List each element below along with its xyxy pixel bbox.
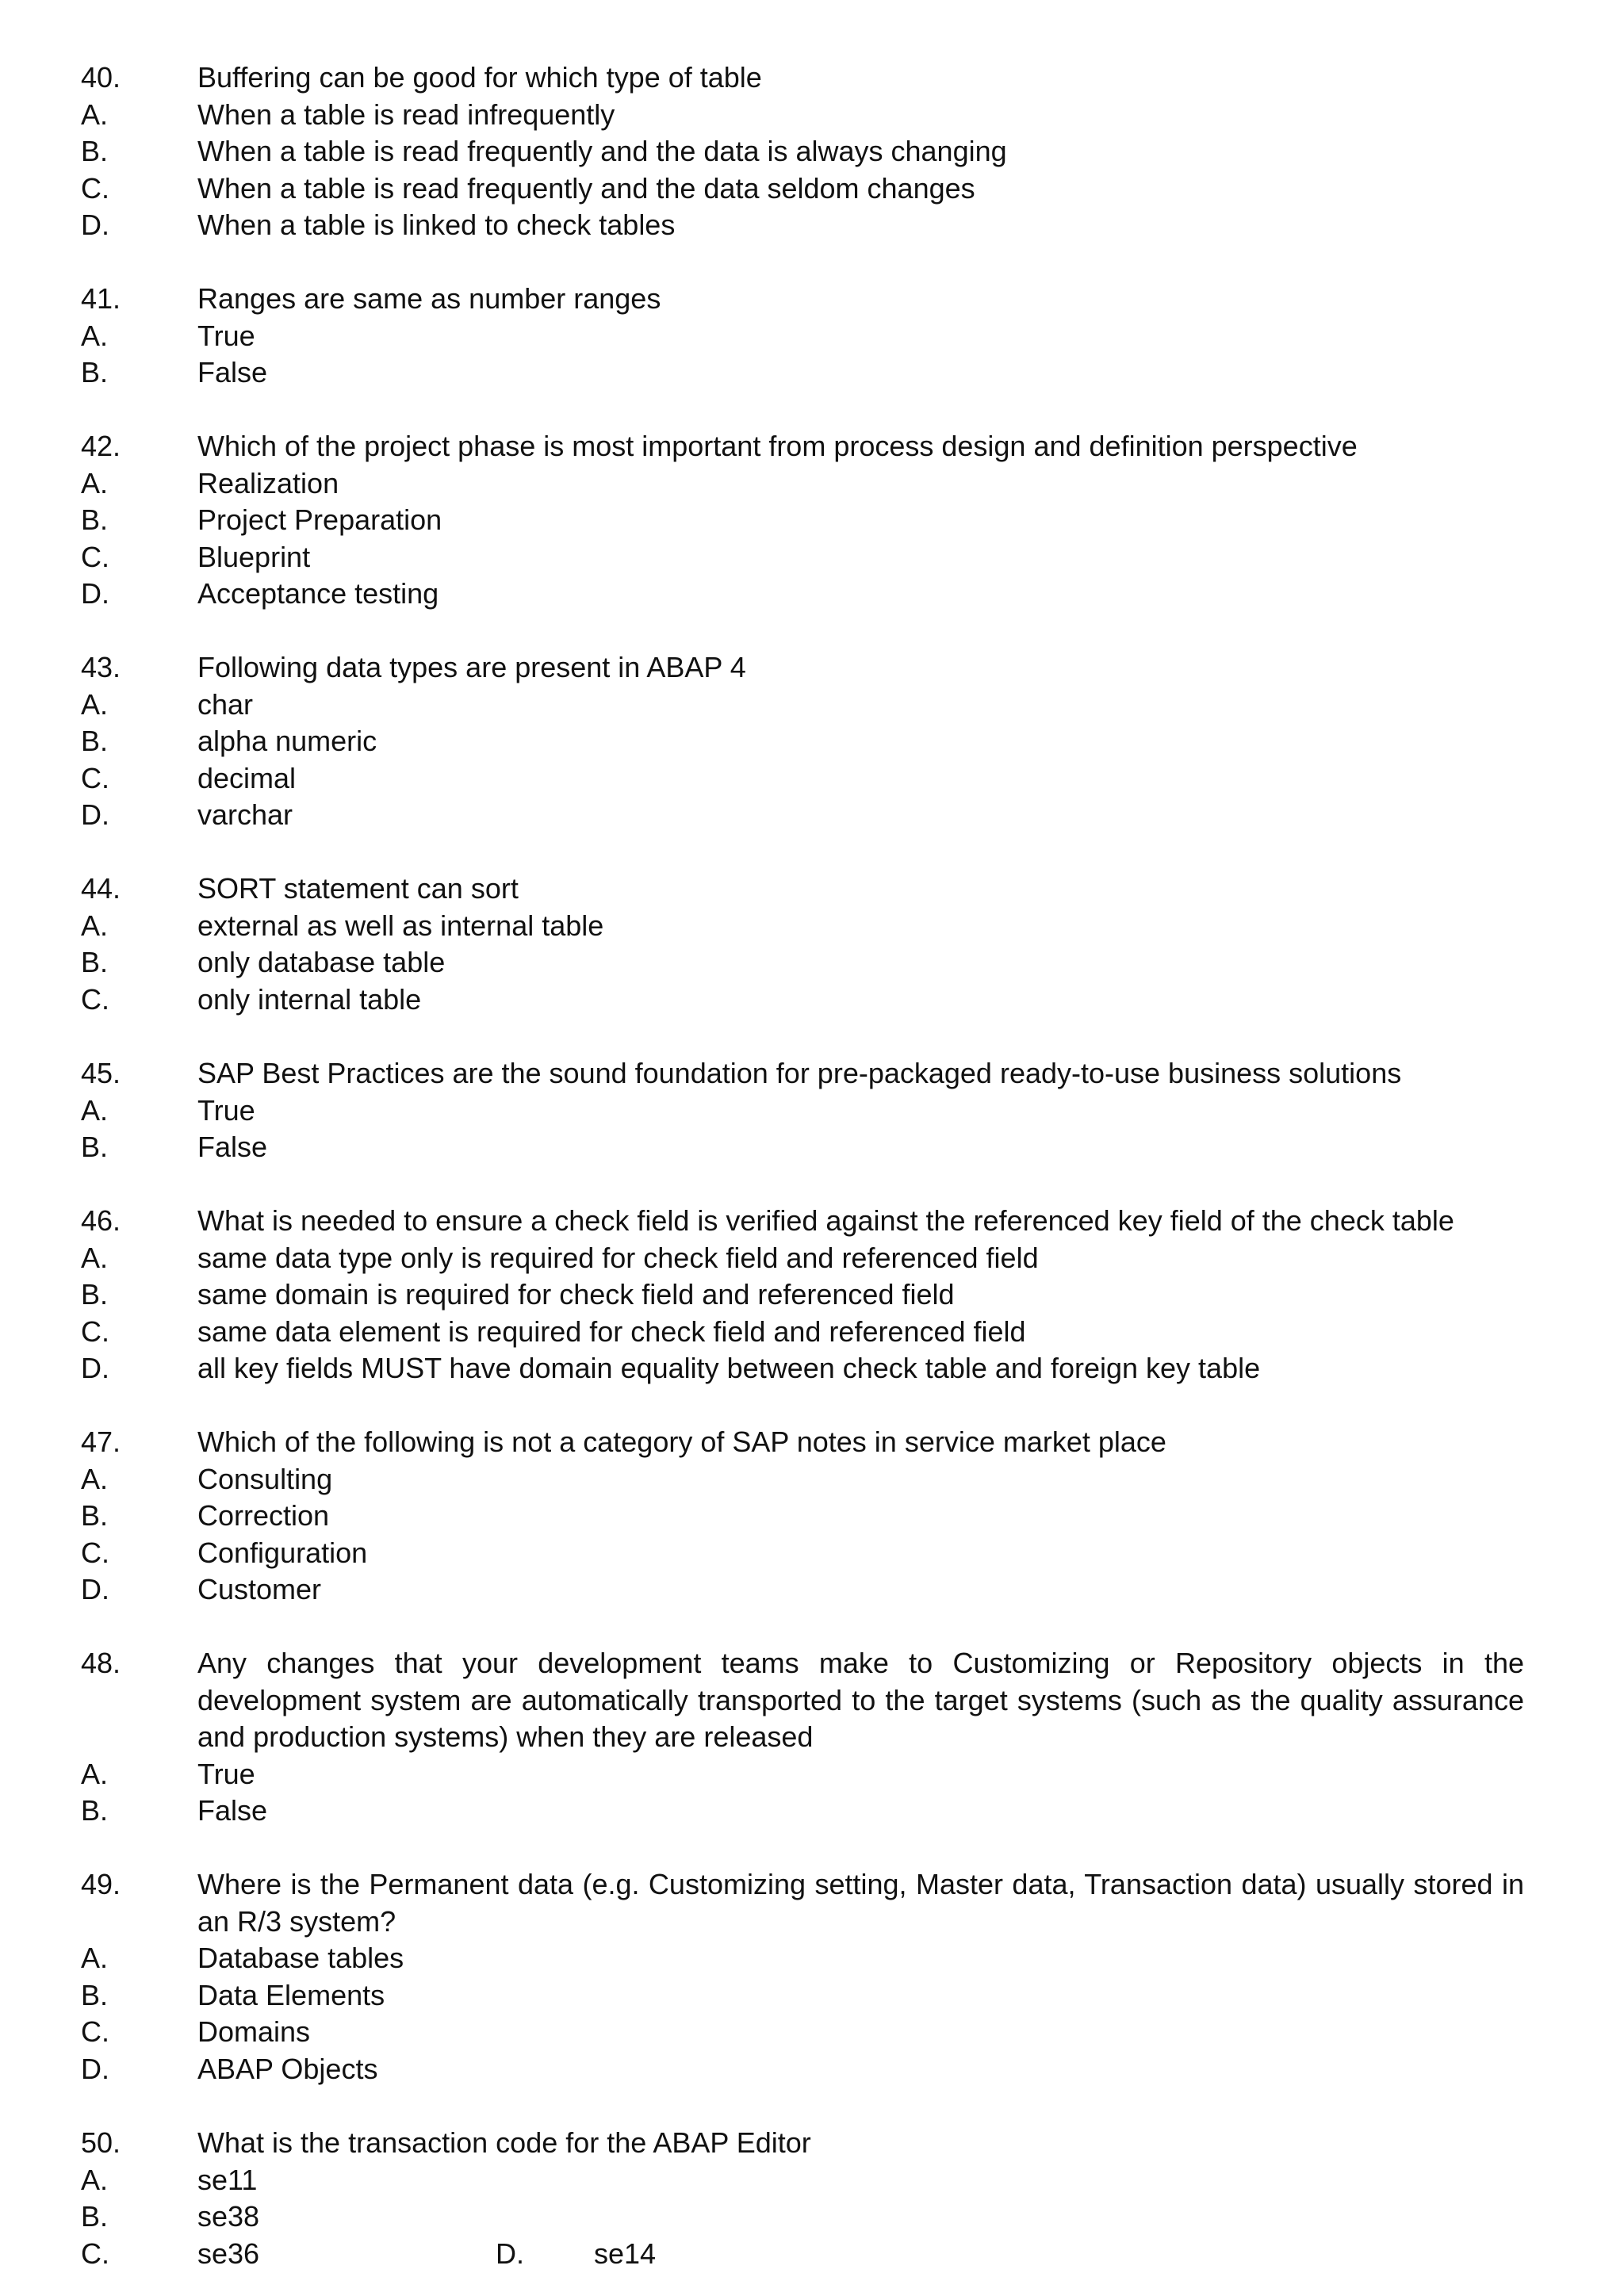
option-a <box>0 1461 1624 1498</box>
question-47 <box>0 1424 1624 1609</box>
question-48 <box>0 1645 1624 1830</box>
option-text: only internal table <box>197 982 422 1016</box>
question-42 <box>0 428 1624 613</box>
option-text: varchar <box>197 798 293 831</box>
option-label-d: D. <box>496 2237 524 2270</box>
question-text: Which of the project phase is most important from process design and definition perspective <box>197 430 1358 462</box>
question-44 <box>0 871 1624 1018</box>
option-text: Consulting <box>197 1462 333 1495</box>
option-label: D. <box>81 577 109 610</box>
option-b <box>0 1498 1624 1535</box>
option-a <box>0 2162 1624 2199</box>
option-text: decimal <box>197 761 297 794</box>
option-text: Database tables <box>197 1942 404 1974</box>
option-a <box>0 318 1624 355</box>
question-text: Which of the following is not a category of SAP notes in service market place <box>197 1425 1166 1458</box>
question-text: Where is the Permanent data (e.g. Customizing setting, Master data, Transaction data) usually stored in an R/3 system? <box>197 1868 1524 1938</box>
option-text: Configuration <box>197 1536 368 1569</box>
option-label: A. <box>81 98 109 131</box>
option-text: char <box>197 687 254 721</box>
option-label: B. <box>81 1794 109 1827</box>
option-text: Acceptance testing <box>197 577 439 610</box>
option-label: B. <box>81 503 109 536</box>
option-text: Realization <box>197 466 339 499</box>
question-text: What is needed to ensure a check field is verified against the referenced key field of the check table <box>197 1204 1454 1237</box>
option-c <box>0 760 1624 798</box>
question-number: 42. <box>81 430 121 462</box>
option-label: B. <box>81 1278 109 1311</box>
question-text: SAP Best Practices are the sound foundation for pre-packaged ready-to-use business solutions <box>197 1057 1402 1089</box>
option-label: D. <box>81 209 109 241</box>
option-text: external as well as internal table <box>197 909 604 942</box>
option-text: Customer <box>197 1573 322 1605</box>
question-40 <box>0 59 1624 244</box>
option-text: When a table is read infrequently <box>197 98 615 131</box>
option-b <box>0 133 1624 170</box>
option-text: all key fields MUST have domain equality between check table and foreign key table <box>197 1352 1261 1384</box>
option-label: A. <box>81 1093 109 1127</box>
question-number: 40. <box>81 61 121 94</box>
question-number: 48. <box>81 1647 121 1679</box>
option-text: se36 <box>197 2237 260 2270</box>
question-number: 45. <box>81 1057 121 1089</box>
question-text: Buffering can be good for which type of table <box>197 61 762 94</box>
option-label: B. <box>81 1499 109 1532</box>
option-label: B. <box>81 725 109 757</box>
option-label: C. <box>81 761 109 794</box>
question-46 <box>0 1203 1624 1387</box>
option-text: When a table is linked to check tables <box>197 209 676 241</box>
question-41 <box>0 281 1624 392</box>
option-a <box>0 1240 1624 1277</box>
option-d <box>0 207 1624 244</box>
question-number: 44. <box>81 872 121 905</box>
option-text: False <box>197 356 268 388</box>
option-label: D. <box>81 1573 109 1605</box>
option-text: ABAP Objects <box>197 2052 378 2085</box>
option-a <box>0 1093 1624 1130</box>
option-label: A. <box>81 466 109 499</box>
question-number: 50. <box>81 2126 121 2159</box>
option-text: alpha numeric <box>197 725 377 757</box>
option-b <box>0 502 1624 539</box>
option-label: A. <box>81 687 109 721</box>
option-a <box>0 1940 1624 1977</box>
option-text: same data type only is required for check field and referenced field <box>197 1241 1039 1274</box>
option-text-d: se14 <box>594 2237 657 2270</box>
option-text: Data Elements <box>197 1978 385 2011</box>
option-b <box>0 723 1624 760</box>
option-text: Domains <box>197 2015 311 2048</box>
option-text: False <box>197 1794 268 1827</box>
option-b <box>0 354 1624 392</box>
question-number: 47. <box>81 1425 121 1458</box>
option-label: C. <box>81 2237 109 2270</box>
option-c <box>0 982 1624 1019</box>
option-a <box>0 465 1624 503</box>
option-c <box>0 2014 1624 2051</box>
option-label: A. <box>81 1942 109 1974</box>
question-number: 43. <box>81 651 121 683</box>
option-a <box>0 908 1624 945</box>
option-text: Blueprint <box>197 540 311 573</box>
question-number: 41. <box>81 282 121 315</box>
option-text: True <box>197 1093 255 1127</box>
option-d <box>0 576 1624 613</box>
option-d <box>0 1350 1624 1387</box>
option-text: When a table is read frequently and the data seldom changes <box>197 171 975 205</box>
option-label: C. <box>81 540 109 573</box>
option-a <box>0 1756 1624 1793</box>
option-a <box>0 687 1624 724</box>
question-text: Following data types are present in ABAP 4 <box>197 651 746 683</box>
question-text: SORT statement can sort <box>197 872 519 905</box>
option-text: same domain is required for check field and referenced field <box>197 1278 955 1311</box>
option-b <box>0 1129 1624 1166</box>
option-label: B. <box>81 356 109 388</box>
option-label: B. <box>81 1978 109 2011</box>
question-number: 46. <box>81 1204 121 1237</box>
option-text: True <box>197 1757 255 1790</box>
question-50 <box>0 2125 1624 2272</box>
option-d <box>0 2051 1624 2088</box>
option-label: A. <box>81 2163 109 2196</box>
option-label: D. <box>81 1352 109 1384</box>
question-49 <box>0 1866 1624 2087</box>
question-text: What is the transaction code for the ABAP Editor <box>197 2126 811 2159</box>
question-number: 49. <box>81 1868 121 1900</box>
option-label: A. <box>81 909 109 942</box>
option-label: C. <box>81 982 109 1016</box>
option-text: Correction <box>197 1499 330 1532</box>
option-label: C. <box>81 2015 109 2048</box>
question-text: Ranges are same as number ranges <box>197 282 661 315</box>
option-a <box>0 97 1624 134</box>
question-43 <box>0 649 1624 834</box>
option-label: C. <box>81 1536 109 1569</box>
option-text: Project Preparation <box>197 503 442 536</box>
option-text: False <box>197 1131 268 1163</box>
option-label: A. <box>81 1462 109 1495</box>
question-text: Any changes that your development teams make to Customizing or Repository objects in the development system are automatically transported to the target systems (such as the quality assurance and production systems) when they are released <box>197 1647 1524 1753</box>
option-d <box>0 1571 1624 1609</box>
option-label: A. <box>81 319 109 352</box>
option-c <box>0 539 1624 576</box>
option-label: A. <box>81 1757 109 1790</box>
option-label: B. <box>81 1131 109 1163</box>
option-b <box>0 1977 1624 2015</box>
option-label: A. <box>81 1241 109 1274</box>
option-label: B. <box>81 2200 109 2233</box>
option-d <box>0 797 1624 834</box>
option-c <box>0 1535 1624 1572</box>
option-text: se38 <box>197 2200 260 2233</box>
option-b <box>0 1276 1624 1314</box>
option-label: C. <box>81 171 109 205</box>
option-label: D. <box>81 2052 109 2085</box>
option-b <box>0 1793 1624 1830</box>
question-45 <box>0 1055 1624 1166</box>
option-text: same data element is required for check field and referenced field <box>197 1314 1026 1348</box>
option-c <box>0 170 1624 208</box>
option-b <box>0 944 1624 982</box>
option-label: D. <box>81 798 109 831</box>
option-c <box>0 1314 1624 1351</box>
option-label: C. <box>81 1314 109 1348</box>
option-text: True <box>197 319 255 352</box>
option-c <box>0 2236 1624 2273</box>
option-text: se11 <box>197 2163 258 2196</box>
option-text: When a table is read frequently and the data is always changing <box>197 135 1007 167</box>
option-b <box>0 2198 1624 2236</box>
option-label: B. <box>81 135 109 167</box>
option-text: only database table <box>197 946 446 978</box>
option-label: B. <box>81 946 109 978</box>
